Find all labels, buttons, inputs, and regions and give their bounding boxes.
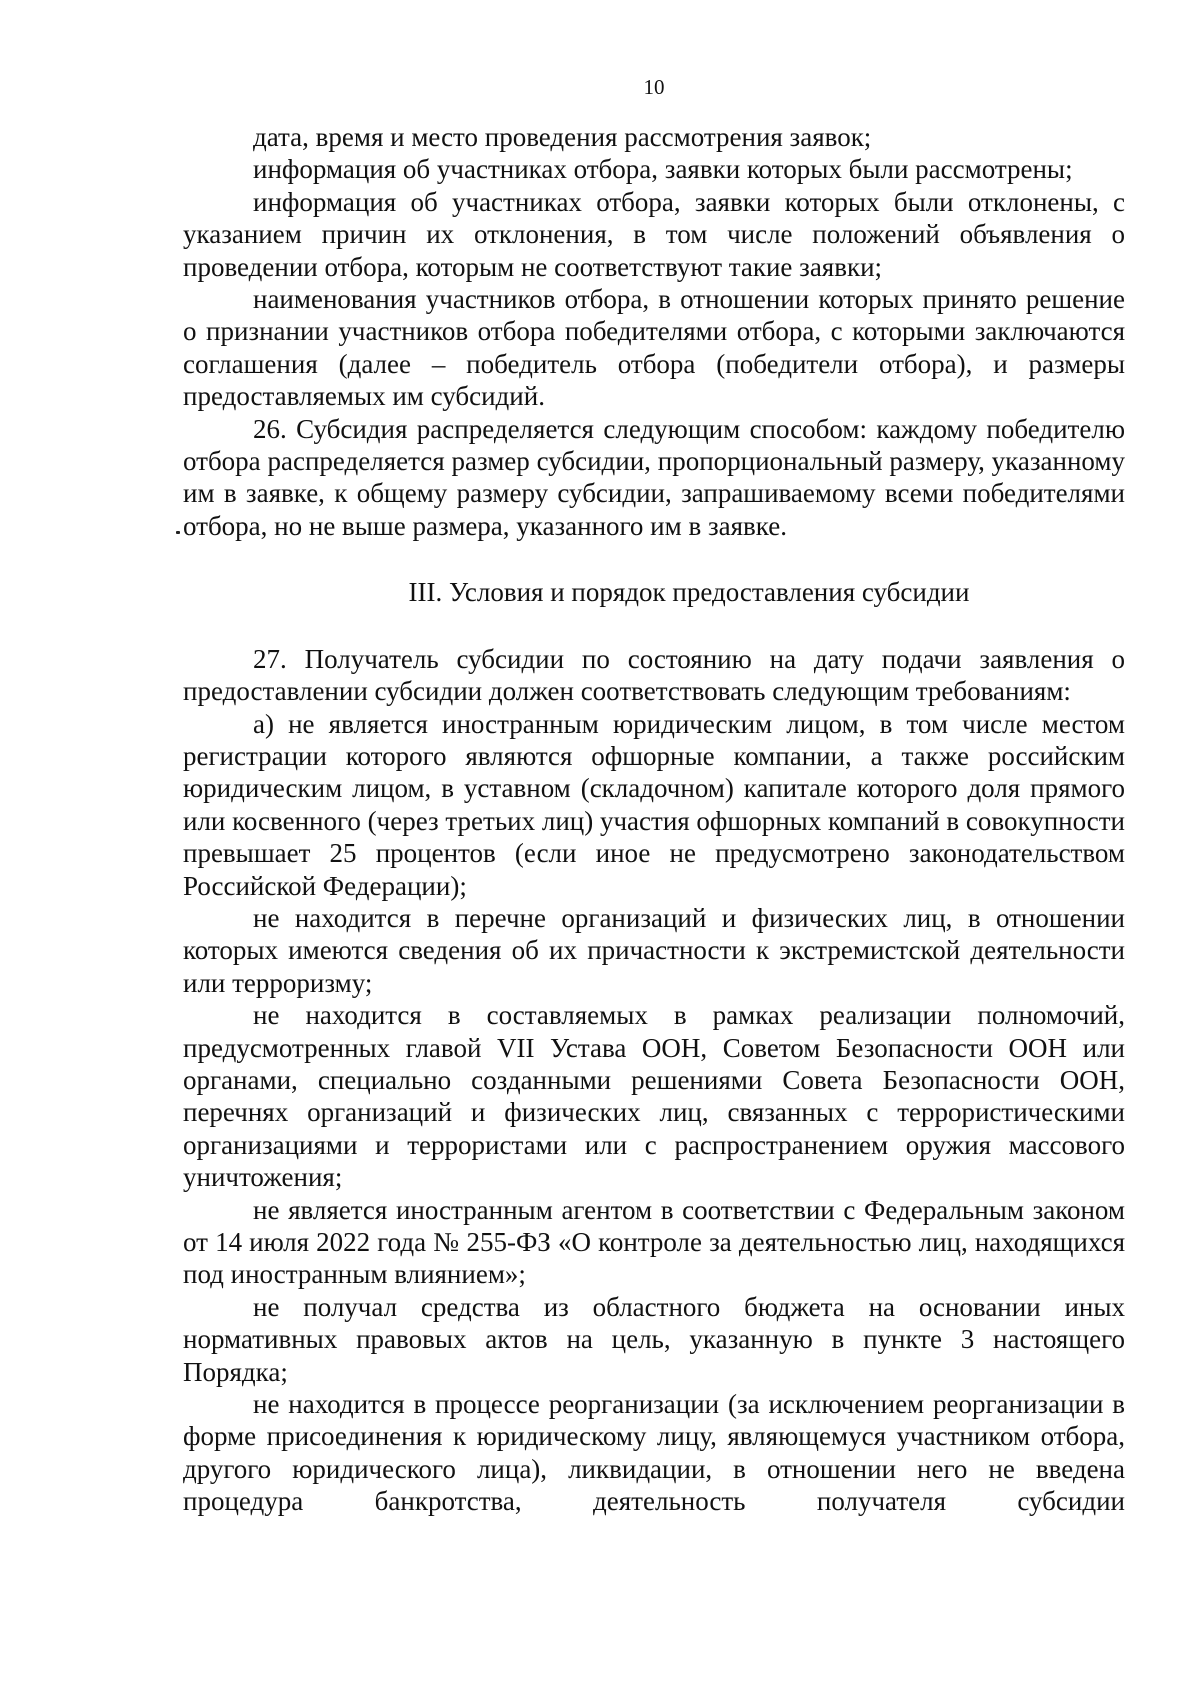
paragraph-reviewed-participants: информация об участниках отбора, заявки которых были рассмотрены; [253,154,1073,185]
document-body [183,121,1125,1518]
spacer [183,609,1125,643]
page-number: 10 [643,75,665,99]
paragraph-requirement-reorganization: не находится в процессе реорганизации (за исключением реорганизации в форме присоединения к юридическому лицу, являющемуся участником отбора, другого юридического лица), ликвидации, в отношении него не введена процедура банкротства, деятельность получателя субсидии [183,1389,1125,1517]
paragraph-requirement-foreign-agent: не является иностранным агентом в соответствии с Федеральным законом от 14 июля 2022 года № 255-ФЗ «О контроле за деятельностью лиц, находящихся под иностранным влиянием»; [183,1194,1125,1290]
paragraph-item-26: 26. Субсидия распределяется следующим способом: каждому победителю отбора распределяется размер субсидии, пропорциональный размеру, указанному им в заявке, к общему размеру субсидии, запрашиваемому всеми победителями отбора, но не выше размера, указанного им в заявке. [183,413,1125,541]
paragraph-requirement-a: а) не является иностранным юридическим лицом, в том числе местом регистрации которого являются офшорные компании, а также российским юридическим лицом, в уставном (складочном) капитале которого доля прямого или косвенного (через третьих лиц) участия офшорных компаний в совокупности превышает 25 процентов (если иное не предусмотрено законодательством Российской Федерации); [183,708,1125,901]
paragraph-item-27: 27. Получатель субсидии по состоянию на дату подачи заявления о предоставлении субсидии должен соответствовать следующим требованиям: [183,643,1125,707]
paragraph-winners: наименования участников отбора, в отношении которых принято решение о признании участников отбора победителями отбора, с которыми заключаются соглашения (далее – победитель отбора (победители отбора), и размеры предоставляемых им субсидий. [183,284,1125,412]
paragraph-requirement-extremism: не находится в перечне организаций и физических лиц, в отношении которых имеются сведения об их причастности к экстремистской деятельности или терроризму; [183,902,1125,998]
paragraph-rejected-participants: информация об участниках отбора, заявки которых были отклонены, с указанием причин их отклонения, в том числе положений объявления о проведении отбора, которым не соответствуют такие заявки; [183,186,1125,282]
paragraph-requirement-no-funds: не получал средства из областного бюджета на основании иных нормативных правовых актов на цель, указанную в пункте 3 настоящего Порядка; [183,1291,1125,1387]
scan-mark [176,531,180,534]
section-heading: III. Условия и порядок предоставления субсидии [408,577,970,608]
spacer [183,542,1125,576]
document-page [183,0,1125,1690]
paragraph-requirement-un-lists: не находится в составляемых в рамках реализации полномочий, предусмотренных главой VII Устава ООН, Советом Безопасности ООН или органами, специально созданными решениями Совета Безопасности ООН, перечнях организаций и физических лиц, связанных с террористическими организациями и террористами или с распространением оружия массового уничтожения; [183,1000,1125,1193]
paragraph-review-date: дата, время и место проведения рассмотрения заявок; [253,122,872,152]
